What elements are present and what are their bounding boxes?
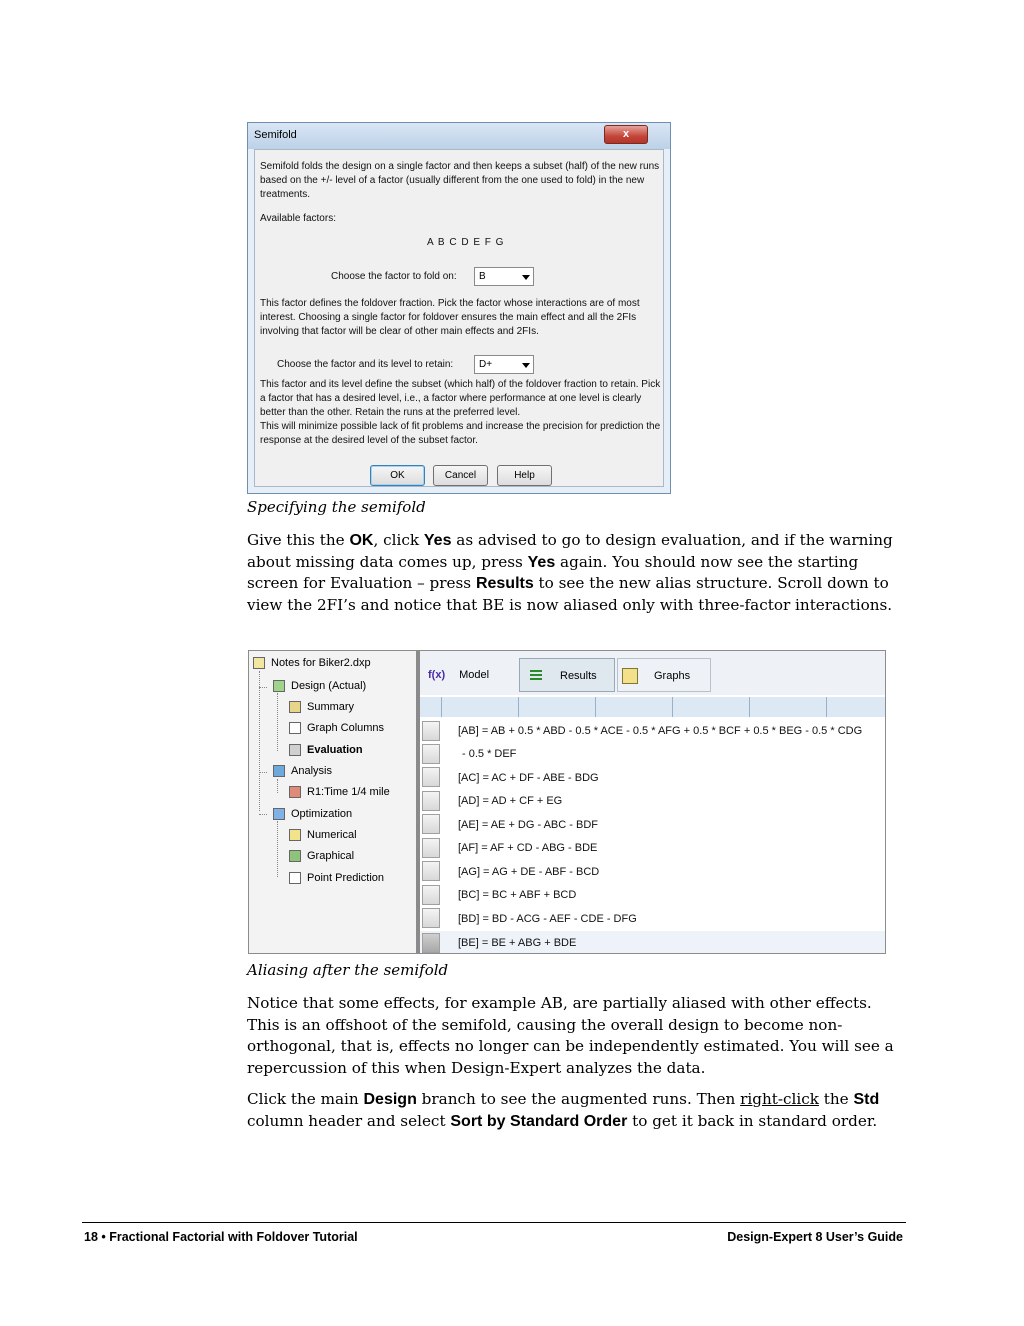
available-factors-list: A B C D E F G [427,237,505,248]
thermometer-icon [289,786,301,798]
graphs-label: Graphs [654,670,691,682]
row-header[interactable] [422,838,440,858]
ok-button[interactable]: OK [370,465,425,486]
fold-factor-label: Choose the factor to fold on: [331,271,457,282]
alias-row: [AE] = AE + DG - ABC - BDF [458,819,598,831]
text-run: Give this the [247,531,350,549]
bold-std: Std [853,1091,880,1108]
text-run: the [818,1090,854,1108]
text-run: , click [373,531,424,549]
results-label: Results [560,670,597,682]
text-run: Click the main [247,1090,364,1108]
bold-results: Results [475,575,534,592]
underlined-right-click: right-click [740,1090,819,1108]
retain-factor-note: This will minimize possible lack of fit problems and increase the precision for prediction the response at the desired level of the subset factor. [260,421,661,446]
tree-label: Summary [307,701,355,713]
paragraph-ok-results [247,530,907,616]
fold-factor-select[interactable] [474,267,534,286]
tree-label: Graph Columns [307,722,385,734]
column-header[interactable] [827,697,886,717]
column-header[interactable] [519,697,596,717]
fx-icon: f(x) [428,669,446,681]
alias-row: [AB] = AB + 0.5 * ABD - 0.5 * ACE - 0.5 * AFG + 0.5 * BCF + 0.5 * BEG - 0.5 * CDG [458,725,863,737]
row-header[interactable] [422,933,440,953]
tree-label: R1:Time 1/4 mile [307,786,390,798]
row-header[interactable] [422,767,440,787]
row-header[interactable] [422,908,440,928]
alias-row: - 0.5 * DEF [462,748,517,760]
footer-left: 18 • Fractional Factorial with Foldover Tutorial [84,1230,358,1244]
retain-factor-label: Choose the factor and its level to retain: [277,359,454,370]
tree-connector [277,779,278,793]
tree-connector [259,814,267,815]
tree-connector [259,687,267,688]
bold-ok: OK [349,532,374,549]
graphs-button[interactable] [617,658,711,692]
alias-results-grid [420,695,885,953]
row-header[interactable] [422,791,440,811]
bold-yes: Yes [527,553,556,571]
tree-label: Design (Actual) [291,680,367,692]
tree-label: Analysis [291,765,332,777]
results-button[interactable] [519,658,615,692]
retain-factor-select[interactable] [474,355,534,374]
caption-aliasing: Aliasing after the semifold [247,961,449,979]
alias-row: [AC] = AC + DF - ABE - BDG [458,772,599,784]
analysis-icon [273,765,285,777]
close-icon[interactable]: x [604,125,648,144]
text-run: again. You should now see the starting screen for Evaluation – press [247,552,859,592]
column-header[interactable] [750,697,827,717]
bold-sort-standard-order: Sort by Standard Order [450,1112,628,1130]
model-label: Model [459,669,490,681]
navigation-tree [249,651,417,953]
tree-connector [277,693,278,751]
column-header[interactable] [420,697,442,717]
retain-factor-help: This factor and its level define the subset (which half) of the foldover fraction to retain. Pick a factor that has a desired level, i.e., a factor where performance at one level is clearly better than the other. Retain the runs at the preferred level. [260,379,661,418]
folder-icon [253,657,265,669]
retain-factor-value: D+ [479,359,493,370]
graphs-icon [622,668,638,684]
evaluation-icon [289,744,301,756]
fold-factor-help: This factor defines the foldover fraction. Pick the factor whose interactions are of most interest. Choosing a single factor for foldover ensures the main effect and all the 2FIs involving that factor will be clear of other main effects and 2FIs. [260,298,640,337]
chevron-down-icon [522,275,530,280]
dialog-intro: Semifold folds the design on a single factor and then keeps a subset (half) of the new runs based on the +/- level of a factor (usually different from the one used to fold) in the new treatments. [260,161,660,200]
alias-row: [AF] = AF + CD - ABG - BDE [458,842,598,854]
grid-icon [273,680,285,692]
help-button[interactable]: Help [497,465,552,486]
cancel-button[interactable]: Cancel [433,465,488,486]
tree-label: Graphical [307,850,355,862]
text-run: column header and select [247,1111,451,1130]
alias-row: [BE] = BE + ABG + BDE [458,937,577,949]
column-header[interactable] [442,697,519,717]
paragraph-sort-standard [247,1089,907,1132]
semifold-dialog [247,122,671,494]
results-icon [530,670,542,682]
prediction-icon [289,872,301,884]
evaluation-toolbar [420,651,885,696]
caption-semifold: Specifying the semifold [247,498,426,516]
tree-label: Numerical [307,829,357,841]
tree-connector [259,772,267,773]
dialog-title: Semifold [254,129,297,141]
tree-connector [277,821,278,877]
tree-connector [259,671,260,811]
alias-row: [AG] = AG + DE - ABF - BCD [458,866,600,878]
design-expert-window [248,650,886,954]
text-run: as advised to go to design evaluation, and if the warning about missing data comes up, press [247,531,893,571]
tree-label: Point Prediction [307,872,385,884]
column-header[interactable] [596,697,673,717]
row-header[interactable] [422,814,440,834]
model-button[interactable] [428,658,518,692]
bold-design: Design [363,1091,417,1108]
paragraph-non-orthogonal: Notice that some effects, for example AB, are partially aliased with other effects. This is an offshoot of the semifold, causing the overall design to become non-orthogonal, that is, effects no longer can be independently estimated. You will see a repercussion of this when Design-Expert analyzes the data. [247,994,894,1077]
footer-right: Design-Expert 8 User’s Guide [727,1230,903,1244]
column-header[interactable] [673,697,750,717]
summary-icon [289,701,301,713]
tree-label: Optimization [291,808,353,820]
footer-rule [82,1222,906,1223]
dialog-body [254,149,664,487]
fold-factor-value: B [479,271,486,282]
scatter-icon [289,722,301,734]
chevron-down-icon [522,363,530,368]
alias-row: [AD] = AD + CF + EG [458,795,563,807]
graphical-icon [289,850,301,862]
alias-row: [BC] = BC + ABF + BCD [458,889,577,901]
flask-icon [273,808,285,820]
dialog-titlebar [248,123,670,149]
alias-row: [BD] = BD - ACG - AEF - CDE - DFG [458,913,637,925]
text-run: to see the new alias structure. Scroll down to view the 2FI’s and notice that BE is now aliased only with three-factor interactions. [247,574,893,614]
row-header[interactable] [422,721,440,741]
tree-label: Notes for Biker2.dxp [271,657,371,669]
available-factors-label: Available factors: [260,213,336,224]
row-header[interactable] [422,744,440,764]
text-run: to get it back in standard order. [627,1111,878,1130]
bold-yes: Yes [423,532,452,549]
tree-label: Evaluation [307,744,363,756]
row-header[interactable] [422,861,440,881]
row-header[interactable] [422,885,440,905]
text-run: branch to see the augmented runs. Then [416,1090,741,1108]
numerical-icon [289,829,301,841]
